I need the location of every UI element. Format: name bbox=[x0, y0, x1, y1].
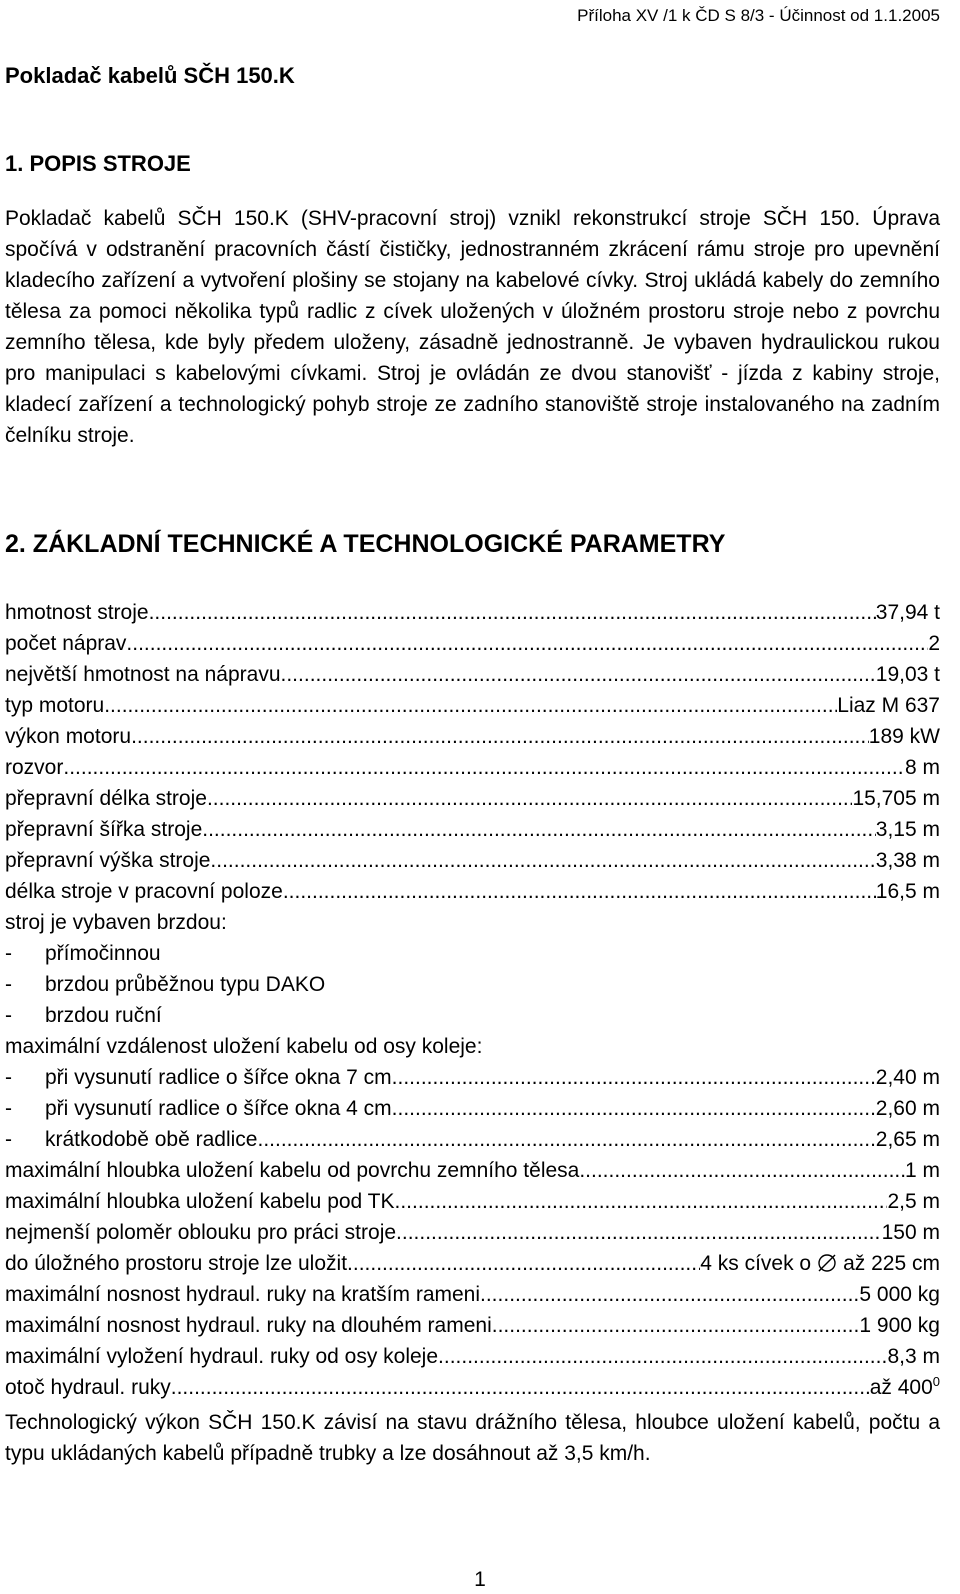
rotation-row: otoč hydraul. ruky ..... až $400^0$ bbox=[5, 1372, 940, 1403]
param-row: počet náprav ..... 2 bbox=[5, 628, 940, 659]
brake-item: - přímočinnou bbox=[5, 942, 161, 965]
section-1-heading: 1. POPIS STROJE bbox=[5, 151, 191, 176]
distance-row: - při vysunutí radlice o šířce okna 7 cm ..... 2,40 m bbox=[5, 1062, 940, 1093]
param-row: maximální hloubka uložení kabelu pod TK ..... 2,5 m bbox=[5, 1186, 940, 1217]
document-title: Pokladač kabelů SČH 150.K bbox=[5, 63, 295, 88]
degree-superscript: 0 bbox=[932, 1374, 940, 1389]
brake-heading: stroj je vybaven brzdou: bbox=[5, 911, 227, 934]
distance-row: - krátkodobě obě radlice ..... 2,65 m bbox=[5, 1124, 940, 1155]
param-row: přepravní délka stroje ..... 15,705 m bbox=[5, 783, 940, 814]
param-row: maximální nosnost hydraul. ruky na kratším rameni ..... 5 000 kg bbox=[5, 1279, 940, 1310]
param-row: nejmenší poloměr oblouku pro práci stroje ..... 150 m bbox=[5, 1217, 940, 1248]
brake-item: - brzdou průběžnou typu DAKO bbox=[5, 973, 326, 996]
distance-heading: maximální vzdálenost uložení kabelu od osy koleje: bbox=[5, 1035, 483, 1058]
param-row: přepravní šířka stroje ..... 3,15 m bbox=[5, 814, 940, 845]
performance-text: Technologický výkon SČH 150.K závisí na stavu drážního tělesa, hloubce uložení kabelů, počtu a typu ukládaných kabelů případně trubky a lze dosáhnout až 3,5 km/h. bbox=[5, 1411, 940, 1465]
parameters-list bbox=[5, 597, 940, 1403]
diameter-icon bbox=[817, 1253, 837, 1273]
page-number: 1 bbox=[474, 1568, 486, 1591]
param-row: přepravní výška stroje ..... 3,38 m bbox=[5, 845, 940, 876]
param-row: výkon motoru ..... 189 kW bbox=[5, 721, 940, 752]
distance-row: - při vysunutí radlice o šířce okna 4 cm ..... 2,60 m bbox=[5, 1093, 940, 1124]
section-2-heading: 2. ZÁKLADNÍ TECHNICKÉ A TECHNOLOGICKÉ PARAMETRY bbox=[5, 530, 726, 558]
storage-row: do úložného prostoru stroje lze uložit ..... 4 ks cívek o až 225 cm bbox=[5, 1248, 940, 1279]
param-row: největší hmotnost na nápravu ..... 19,03 t bbox=[5, 659, 940, 690]
param-row: rozvor ..... 8 m bbox=[5, 752, 940, 783]
param-row: délka stroje v pracovní poloze ..... 16,5 m bbox=[5, 876, 940, 907]
param-row: typ motoru ..... Liaz M 637 bbox=[5, 690, 940, 721]
param-row: hmotnost stroje ..... 37,94 t bbox=[5, 597, 940, 628]
param-row: maximální hloubka uložení kabelu od povrchu zemního tělesa ..... 1 m bbox=[5, 1155, 940, 1186]
param-row: maximální nosnost hydraul. ruky na dlouhém rameni ..... 1 900 kg bbox=[5, 1310, 940, 1341]
section-1-text: Pokladač kabelů SČH 150.K (SHV-pracovní stroj) vznikl rekonstrukcí stroje SČH 150. Úprava spočívá v odstranění pracovních částí čističky, jednostranném zkrácení rámu stroje pro upevnění kladecího zařízení a vytvoření plošiny se stojany na kabelové cívky. Stroj ukládá kabely do zemního tělesa za pomoci několika typů radlic z cívek uložených v úložném prostoru stroje nebo z povrchu zemního tělesa, kde byly předem uloženy, zásadně jednostranně. Je vybaven hydraulickou rukou pro manipulaci s kabelovými cívkami. Stroj je ovládán ze dvou stanovišť - jízda z kabiny stroje, kladecí zařízení a technologický pohyb stroje ze zadního stanoviště stroje instalovaného na zadním čelníku stroje. bbox=[5, 207, 940, 447]
annex-header: Příloha XV /1 k ČD S 8/3 - Účinnost od 1.1.2005 bbox=[577, 6, 940, 25]
brake-item: - brzdou ruční bbox=[5, 1004, 162, 1027]
param-row: maximální vyložení hydraul. ruky od osy koleje ..... 8,3 m bbox=[5, 1341, 940, 1372]
